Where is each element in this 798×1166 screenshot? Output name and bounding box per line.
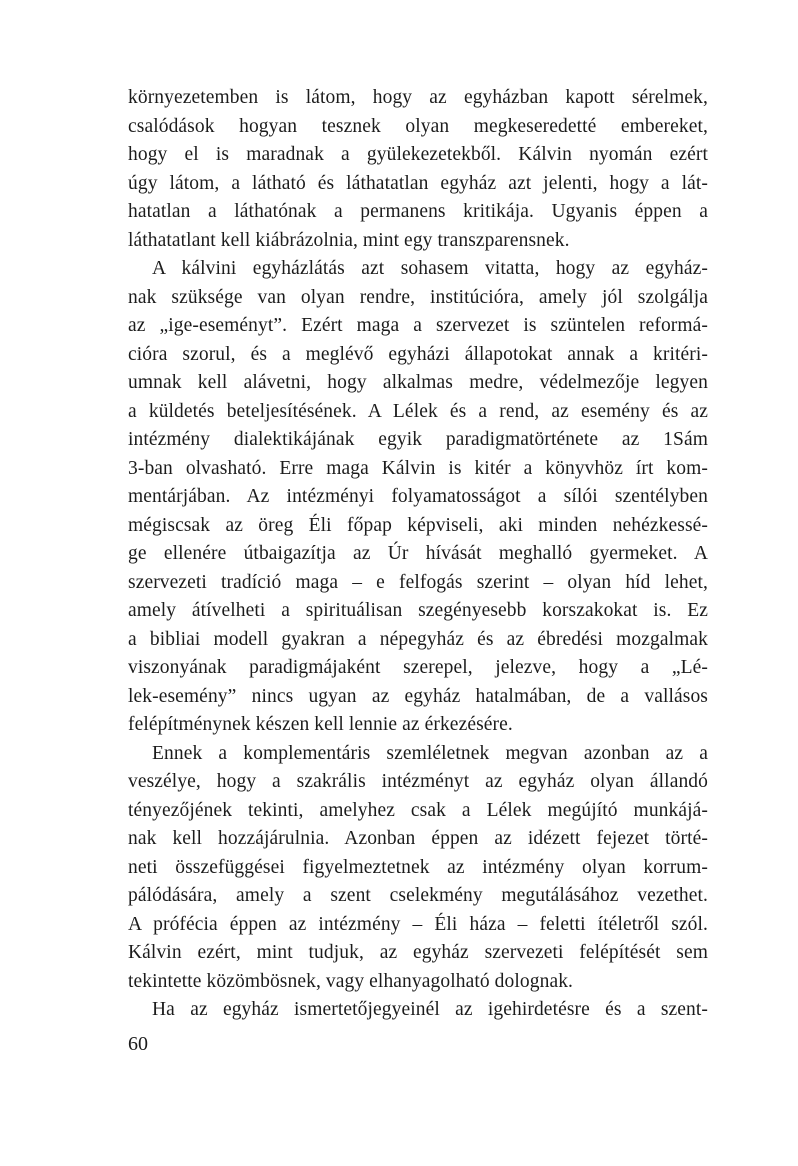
text-line: Ennek a komplementáris szemléletnek megvan azonban az a xyxy=(152,742,708,764)
text-line: pálódására, amely a szent cselekmény megutálásához vezethet. xyxy=(128,885,708,906)
text-line: láthatatlant kell kiábrázolnia, mint egy transzparensnek. xyxy=(128,229,570,251)
page-number: 60 xyxy=(128,1033,148,1055)
text-column xyxy=(128,84,708,1025)
paragraph xyxy=(128,84,708,255)
text-line: mentárjában. Az intézményi folyamatosságot a sílói szentélyben xyxy=(128,486,708,507)
text-line: umnak kell alávetni, hogy alkalmas medre, védelmezője legyen xyxy=(128,372,708,393)
text-line: 3-ban olvasható. Erre maga Kálvin is kitér a könyvhöz írt kom- xyxy=(128,457,708,479)
text-line: tekintette közömbösnek, vagy elhanyagolható dolognak. xyxy=(128,970,574,992)
text-line: csalódások hogyan tesznek olyan megkeseredetté embereket, xyxy=(128,115,708,137)
text-line: veszélye, hogy a szakrális intézményt az egyház olyan állandó xyxy=(128,771,708,792)
text-line: viszonyának paradigmájaként szerepel, jelezve, hogy a „Lé- xyxy=(128,657,708,678)
text-line: nak kell hozzájárulnia. Azonban éppen az idézett fejezet törté- xyxy=(128,828,708,849)
paragraph xyxy=(128,740,708,997)
text-line: intézmény dialektikájának egyik paradigmatörténete az 1Sám xyxy=(128,429,708,450)
text-line: környezetemben is látom, hogy az egyházban kapott sérelmek, xyxy=(128,87,708,108)
text-line: Ha az egyház ismertetőjegyeinél az igehirdetésre és a szent- xyxy=(152,999,708,1020)
text-line: a küldetés beteljesítésének. A Lélek és a rend, az esemény és az xyxy=(128,400,708,422)
text-line: cióra szorul, és a meglévő egyházi állapotokat annak a kritéri- xyxy=(128,343,708,365)
text-line: hogy el is maradnak a gyülekezetekből. Kálvin nyomán ezért xyxy=(128,144,708,165)
text-line: Kálvin ezért, mint tudjuk, az egyház szervezeti felépítését sem xyxy=(128,942,708,963)
paragraph xyxy=(128,255,708,740)
text-line: lek-esemény” nincs ugyan az egyház hatalmában, de a vallásos xyxy=(128,685,708,707)
text-line: A prófécia éppen az intézmény – Éli háza – feletti ítéletről szól. xyxy=(128,913,708,935)
text-line: az „ige-eseményt”. Ezért maga a szervezet is szüntelen reformá- xyxy=(128,315,708,336)
text-line: ge ellenére útbaigazítja az Úr hívását meghalló gyermeket. A xyxy=(128,543,708,564)
text-line: úgy látom, a látható és láthatatlan egyház azt jelenti, hogy a lát- xyxy=(128,172,708,194)
text-line: felépítménynek készen kell lennie az érkezésére. xyxy=(128,714,513,735)
text-line: tényezőjének tekinti, amelyhez csak a Lélek megújító munkájá- xyxy=(128,799,708,821)
text-line: A kálvini egyházlátás azt sohasem vitatta, hogy az egyház- xyxy=(152,258,708,279)
text-line: a bibliai modell gyakran a népegyház és az ébredési mozgalmak xyxy=(128,628,708,650)
text-line: mégiscsak az öreg Éli főpap képviseli, aki minden nehézkessé- xyxy=(128,514,708,536)
text-line: neti összefüggései figyelmeztetnek az intézmény olyan korrum- xyxy=(128,856,708,878)
text-line: hatatlan a láthatónak a permanens kritikája. Ugyanis éppen a xyxy=(128,201,708,222)
paragraph xyxy=(128,996,708,1025)
text-line: amely átívelheti a spirituálisan szegényesebb korszakokat is. Ez xyxy=(128,600,708,621)
text-line: szervezeti tradíció maga – e felfogás szerint – olyan híd lehet, xyxy=(128,571,708,593)
text-line: nak szüksége van olyan rendre, institúcióra, amely jól szolgálja xyxy=(128,286,708,308)
